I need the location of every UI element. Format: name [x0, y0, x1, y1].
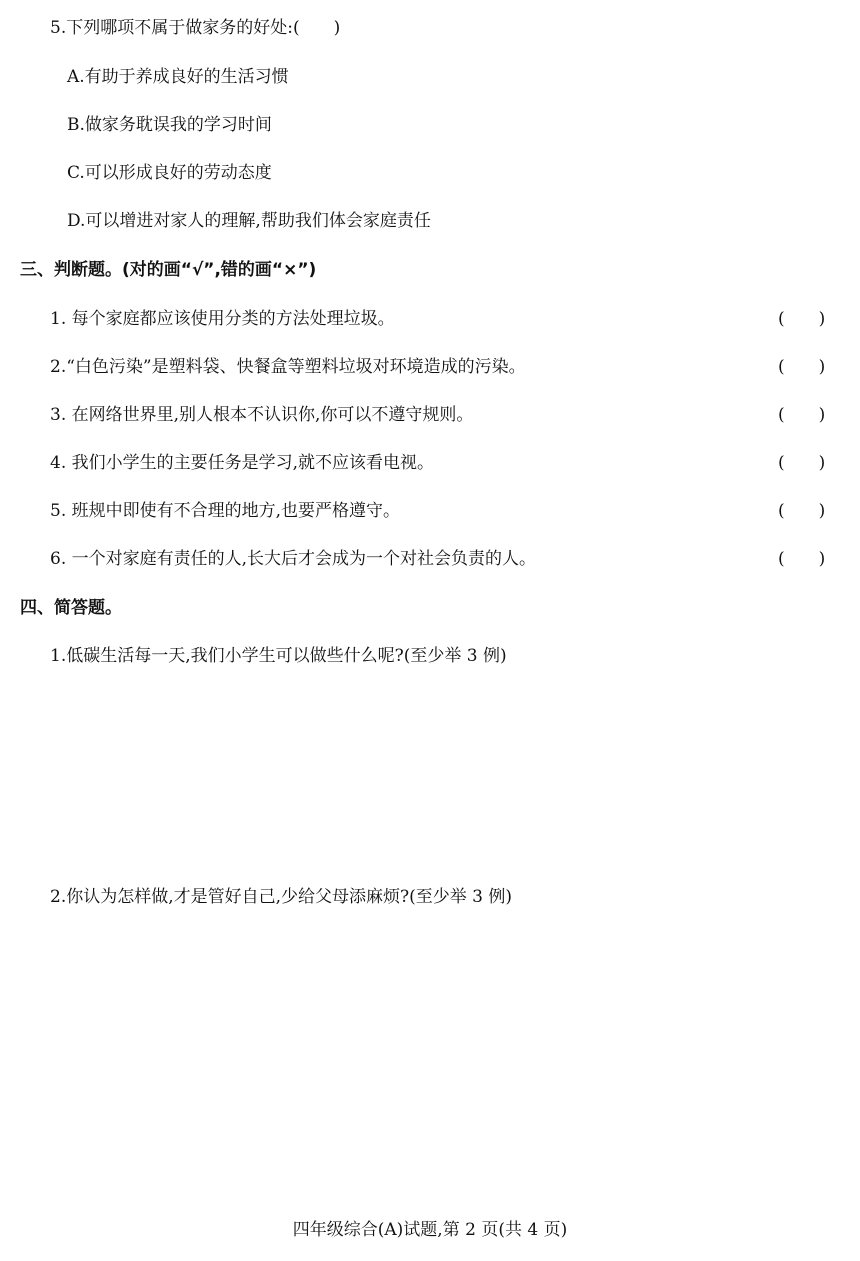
option-c: C.可以形成良好的劳动态度	[67, 163, 272, 183]
short-answer-question-1: 1.低碳生活每一天,我们小学生可以做些什么呢?(至少举 3 例)	[50, 646, 507, 666]
answer-blank-2: ( )	[778, 357, 826, 377]
judgement-item-1: 1. 每个家庭都应该使用分类的方法处理垃圾。	[50, 309, 395, 329]
page-footer: 四年级综合(A)试题,第 2 页(共 4 页)	[292, 1220, 568, 1240]
option-a: A.有助于养成良好的生活习惯	[67, 67, 289, 87]
answer-blank-3: ( )	[778, 405, 826, 425]
answer-blank-5: ( )	[778, 501, 826, 521]
judgement-item-3: 3. 在网络世界里,别人根本不认识你,你可以不遵守规则。	[50, 405, 474, 425]
answer-blank-4: ( )	[778, 453, 826, 473]
judgement-item-2: 2.“白色污染”是塑料袋、快餐盒等塑料垃圾对环境造成的污染。	[50, 357, 526, 377]
question-5-stem: 5.下列哪项不属于做家务的好处:( )	[50, 18, 341, 38]
judgement-item-6: 6. 一个对家庭有责任的人,长大后才会成为一个对社会负责的人。	[50, 549, 537, 569]
section-3-title: 三、判断题。(对的画“√”,错的画“×”)	[20, 260, 317, 280]
answer-blank-6: ( )	[778, 549, 826, 569]
judgement-item-5: 5. 班规中即使有不合理的地方,也要严格遵守。	[50, 501, 401, 521]
section-4-title: 四、简答题。	[20, 598, 122, 618]
option-b: B.做家务耽误我的学习时间	[67, 115, 272, 135]
short-answer-question-2: 2.你认为怎样做,才是管好自己,少给父母添麻烦?(至少举 3 例)	[50, 887, 513, 907]
answer-blank-1: ( )	[778, 309, 826, 329]
option-d: D.可以增进对家人的理解,帮助我们体会家庭责任	[67, 211, 431, 231]
judgement-item-4: 4. 我们小学生的主要任务是学习,就不应该看电视。	[50, 453, 435, 473]
